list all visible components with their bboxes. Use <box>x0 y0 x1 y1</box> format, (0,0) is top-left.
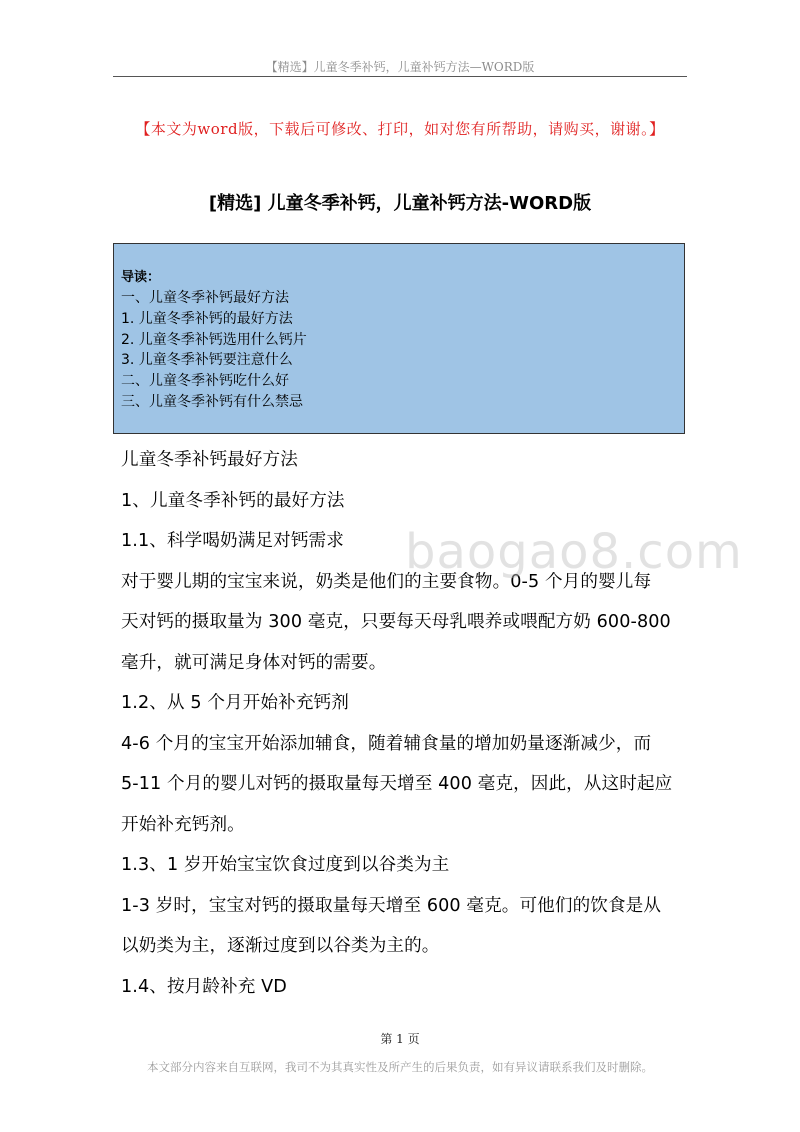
subsection-heading: 1、儿童冬季补钙的最好方法 <box>121 490 345 511</box>
body-text <box>121 440 687 1007</box>
purchase-notice: 【本文为word版，下载后可修改、打印，如对您有所帮助，请购买，谢谢。】 <box>135 120 665 138</box>
watermark: baogao8.com <box>405 524 743 580</box>
paragraph-line: 4-6 个月的宝宝开始添加辅食，随着辅食量的增加奶量逐渐减少，而 <box>121 733 652 754</box>
toc-item: 二、儿童冬季补钙吃什么好 <box>121 373 289 390</box>
header-divider <box>113 76 687 77</box>
paragraph-line: 以奶类为主，逐渐过度到以谷类为主的。 <box>121 936 440 956</box>
page-number: 第 1 页 <box>380 1032 420 1046</box>
paragraph-line: 毫升，就可满足身体对钙的需要。 <box>121 652 387 673</box>
section-heading: 儿童冬季补钙最好方法 <box>121 450 298 470</box>
toc-item: 三、儿童冬季补钙有什么禁忌 <box>121 393 303 410</box>
toc-item: 一、儿童冬季补钙最好方法 <box>121 290 289 306</box>
subsection-heading: 1.1、科学喝奶满足对钙需求 <box>121 531 344 551</box>
subsection-heading: 1.4、按月龄补充 VD <box>121 976 287 997</box>
toc-item: 1. 儿童冬季补钙的最好方法 <box>121 310 293 327</box>
paragraph-line: 5-11 个月的婴儿对钙的摄取量每天增至 400 毫克，因此，从这时起应 <box>121 774 673 794</box>
reading-guide-box <box>113 243 685 434</box>
paragraph-line: 天对钙的摄取量为 300 毫克，只要每天母乳喂养或喂配方奶 600-800 <box>121 612 671 632</box>
running-header: 【精选】儿童冬季补钙，儿童补钙方法—WORD版 <box>265 60 535 74</box>
reading-guide-heading: 导读： <box>121 270 161 285</box>
document-title: [精选] 儿童冬季补钙，儿童补钙方法-WORD版 <box>208 193 592 214</box>
paragraph-line: 开始补充钙剂。 <box>121 814 245 835</box>
subsection-heading: 1.2、从 5 个月开始补充钙剂 <box>121 693 349 713</box>
toc-item: 2. 儿童冬季补钙选用什么钙片 <box>121 331 307 348</box>
toc-item: 3. 儿童冬季补钙要注意什么 <box>121 352 293 369</box>
paragraph-line: 1-3 岁时，宝宝对钙的摄取量每天增至 600 毫克。可他们的饮食是从 <box>121 895 662 916</box>
subsection-heading: 1.3、1 岁开始宝宝饮食过度到以谷类为主 <box>121 855 450 875</box>
footer-disclaimer: 本文部分内容来自互联网，我司不为其真实性及所产生的后果负责，如有异议请联系我们及时删除。 <box>147 1060 653 1074</box>
paragraph-line: 对于婴儿期的宝宝来说，奶类是他们的主要食物。0-5 个月的婴儿每 <box>121 571 652 592</box>
